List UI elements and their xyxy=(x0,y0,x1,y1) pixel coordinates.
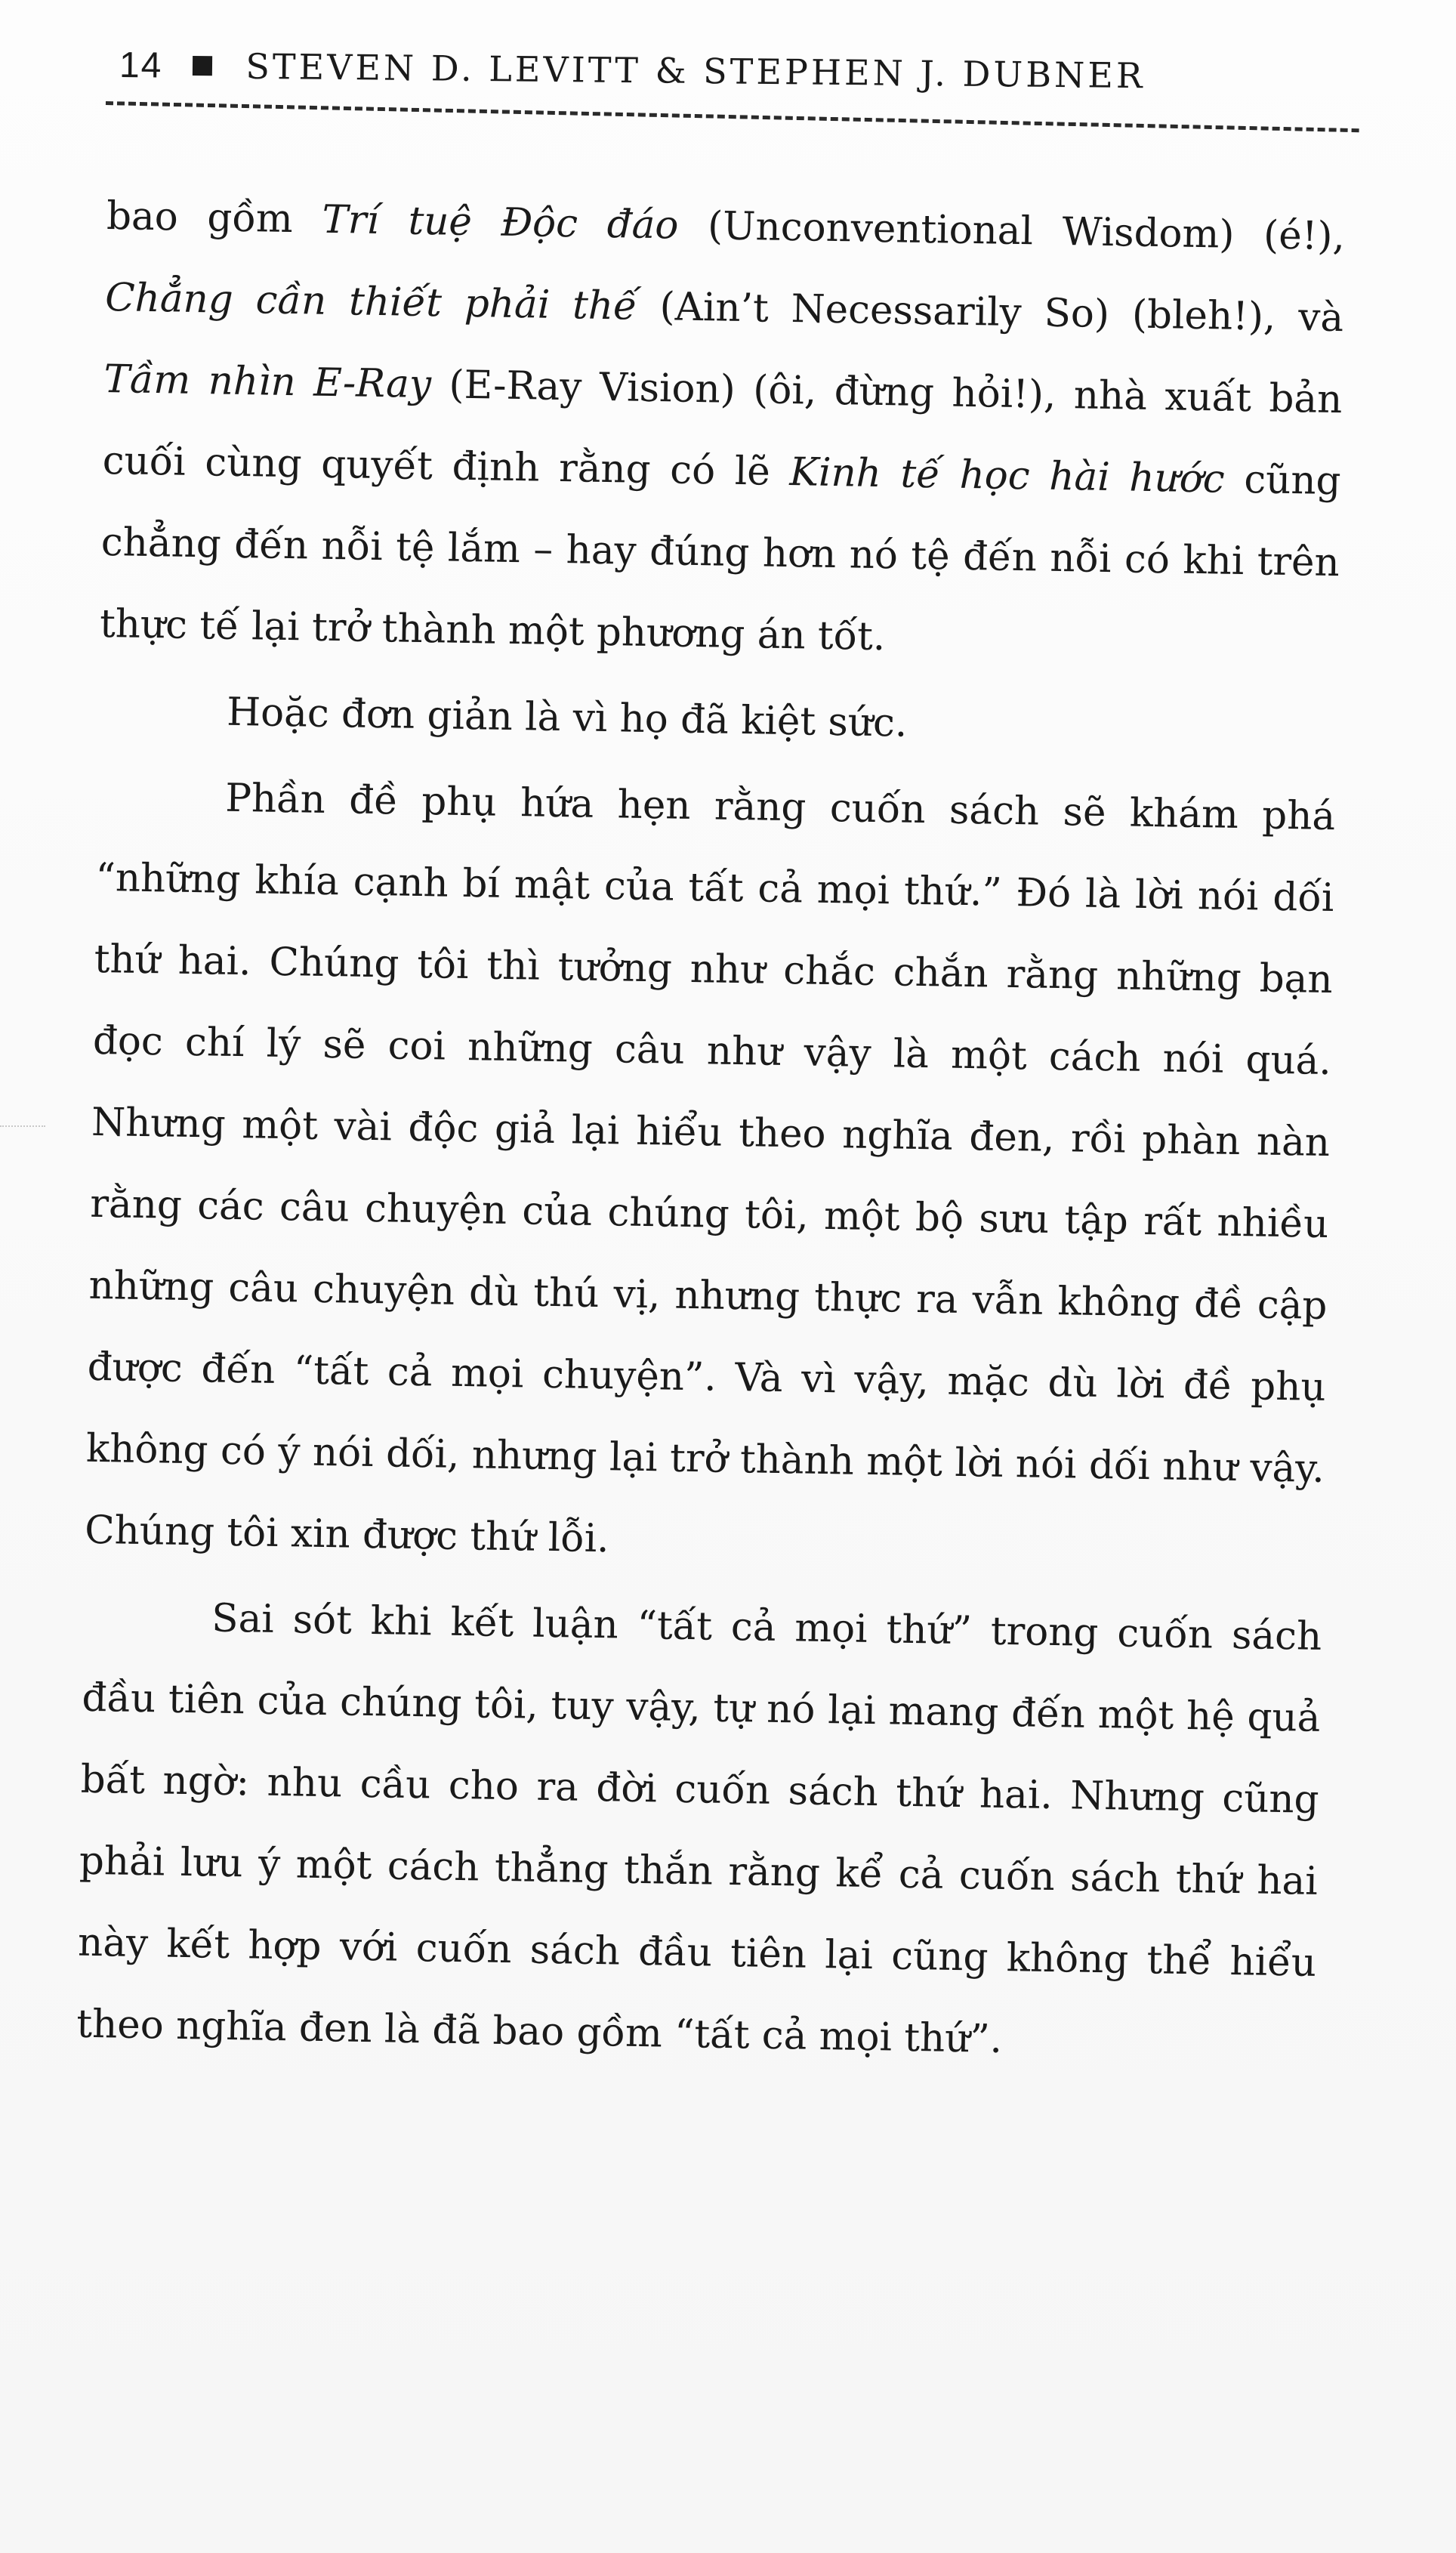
square-bullet-icon xyxy=(193,56,212,76)
paragraph-2 xyxy=(97,669,1337,771)
page-number: 14 xyxy=(119,45,163,86)
running-head-authors: STEVEN D. LEVITT & STEPHEN J. DUBNER xyxy=(245,45,1146,97)
text-run: (Unconventional Wisdom) (é!), xyxy=(677,202,1346,260)
italic-title-tri-tue-doc-dao: Trí tuệ Độc đáo xyxy=(321,196,679,249)
italic-title-chang-can-thiet: Chẳng cần thiết phải thế xyxy=(104,274,638,329)
text-run: (E-Ray Vision) (ôi, đừng hỏi!), nhà xuất bản cuối cùng quyết định rằng có lẽ xyxy=(102,362,1343,495)
text-run: cũng chẳng đến nỗi tệ lắm – hay đúng hơn nó tệ đến nỗi có khi trên thực tế lại trở thành một phương án tốt. xyxy=(99,456,1341,660)
text-run: Hoặc đơn giản là vì họ đã kiệt sức. xyxy=(226,689,908,746)
text-run: (Ain’t Necessarily So) (bleh!), và xyxy=(637,283,1344,341)
italic-title-kinh-te-hoc-hai-huoc: Kinh tế học hài hước xyxy=(789,449,1226,502)
text-run: Sai sót khi kết luận “tất cả mọi thứ” trong cuốn sách đầu tiên của chúng tôi, tuy vậy, tự nó lại mang đến một hệ quả bất ngờ: nhu cầu cho ra đời cuốn sách thứ hai. Nhưng cũng phải lưu ý một cách thẳng thắn rằng kể cả cuốn sách thứ hai này kết hợp với cuốn sách đầu tiên lại cũng không thể hiểu theo nghĩa đen là đã bao gồm “tất cả mọi thứ”. xyxy=(76,1595,1322,2062)
paragraph-4 xyxy=(76,1576,1323,2085)
italic-title-tam-nhin-e-ray: Tầm nhìn E-Ray xyxy=(103,356,432,408)
paragraph-3 xyxy=(84,755,1336,1591)
text-run: Phần đề phụ hứa hẹn rằng cuốn sách sẽ khám phá “những khía cạnh bí mật của tất cả mọi thứ.” Đó là lời nói dối thứ hai. Chúng tôi thì tưởng như chắc chắn rằng những bạn đọc chí lý sẽ coi những câu như vậy là một cách nói quá. Nhưng một vài độc giả lại hiểu theo nghĩa đen, rồi phàn nàn rằng các câu chuyện của chúng tôi, một bộ sưu tập rất nhiều những câu chuyện dù thú vị, nhưng thực ra vẫn không đề cập được đến “tất cả mọi chuyện”. Và vì vậy, mặc dù lời đề phụ không có ý nói dối, nhưng lại trở thành một lời nói dối như vậy. Chúng tôi xin được thứ lỗi. xyxy=(84,775,1336,1562)
text-run: bao gồm xyxy=(106,193,322,242)
page-edge-mark xyxy=(0,1125,45,1127)
running-header xyxy=(119,27,1373,116)
body-text xyxy=(76,175,1346,2085)
paragraph-1 xyxy=(99,175,1346,685)
